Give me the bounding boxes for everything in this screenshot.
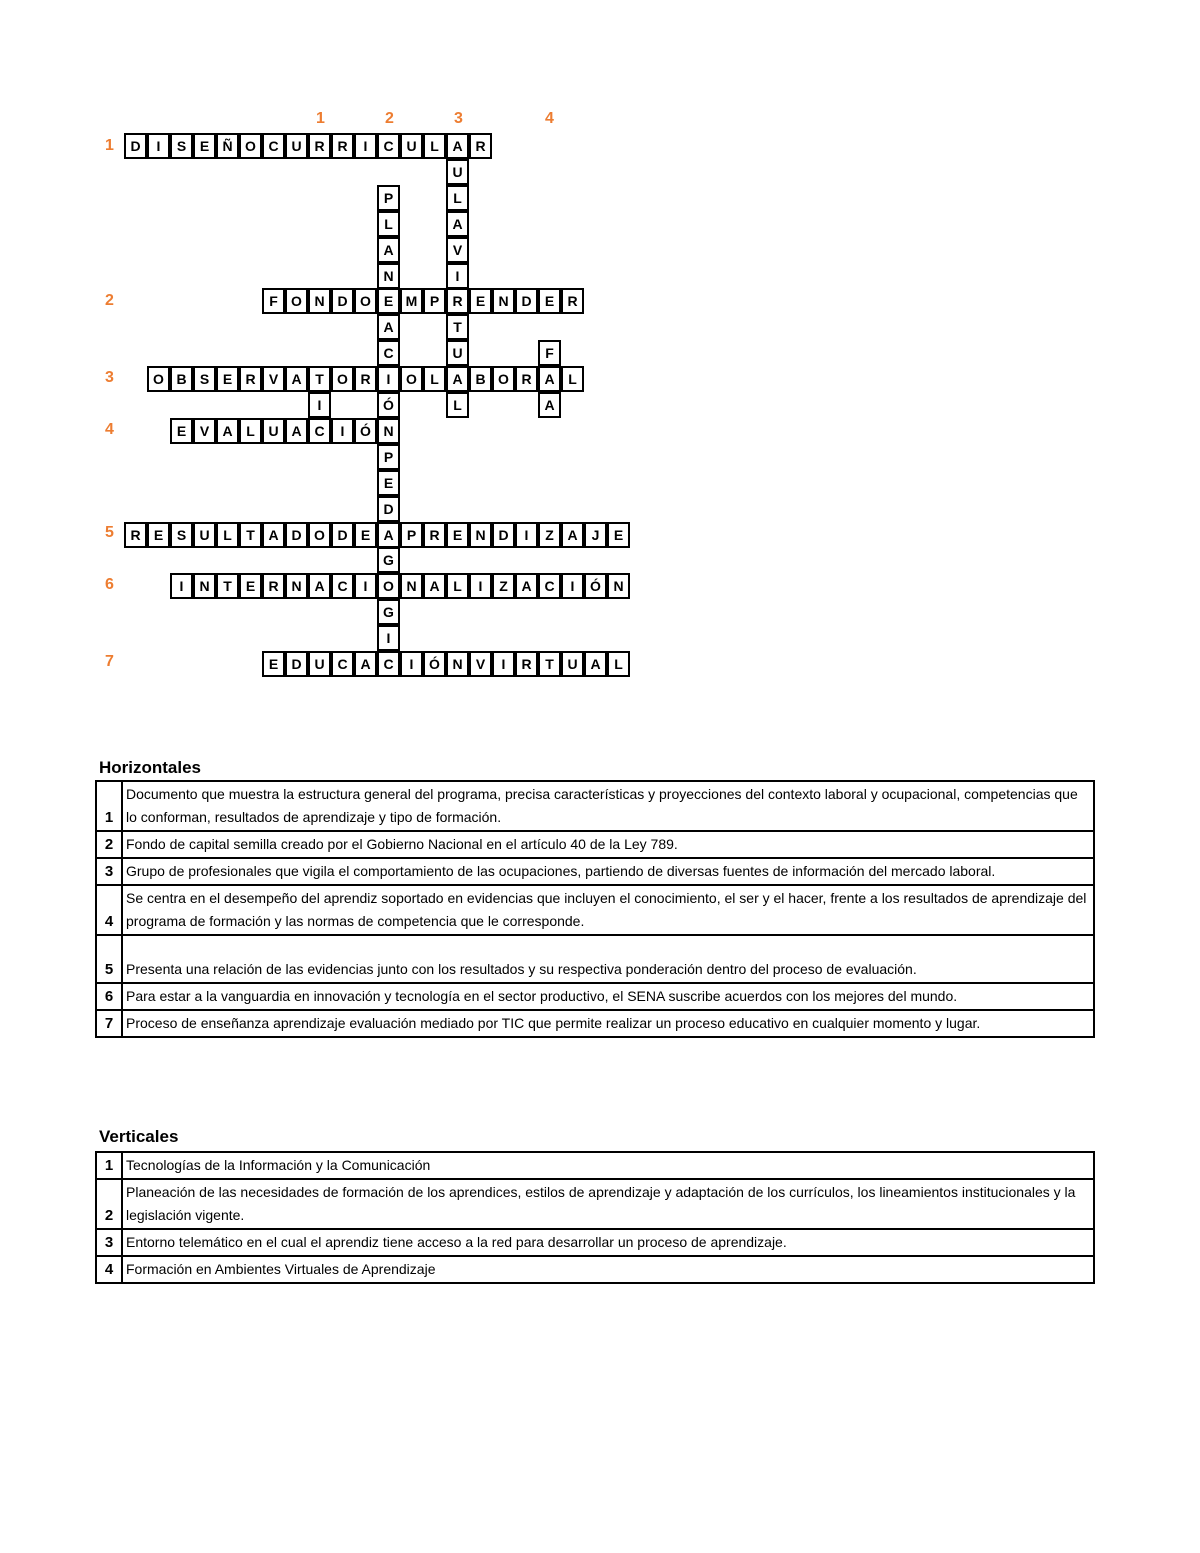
across-4-letter: Ó (354, 418, 377, 444)
across-3-letter: O (400, 366, 423, 392)
across-1-letter: C (377, 133, 400, 159)
down-3-letter: L (446, 392, 469, 418)
across-7-letter: U (561, 651, 584, 677)
down-3-letter: I (446, 263, 469, 289)
down-4-letter: A (538, 392, 561, 418)
across-7-letter: L (607, 651, 630, 677)
across-3-letter: R (354, 366, 377, 392)
across-6-letter: N (607, 573, 630, 599)
row-number: 1 (105, 137, 114, 154)
across-5-letter: P (400, 522, 423, 548)
down-2-letter: N (377, 263, 400, 289)
across-5-letter: D (331, 522, 354, 548)
across-3-letter: O (147, 366, 170, 392)
column-number: 4 (545, 110, 554, 127)
across-5-letter: D (492, 522, 515, 548)
across-6-letter: I (469, 573, 492, 599)
across-7-letter: A (584, 651, 607, 677)
across-4-letter: U (262, 418, 285, 444)
table-row (96, 858, 1094, 885)
table-row (96, 781, 1094, 831)
down-3-letter: V (446, 237, 469, 263)
across-7-letter: R (515, 651, 538, 677)
crossword-grid (0, 0, 1200, 720)
table-row (96, 1179, 1094, 1229)
across-6-letter: A (515, 573, 538, 599)
across-2-letter: M (400, 288, 423, 314)
across-5-letter: R (124, 522, 147, 548)
across-1-letter: I (354, 133, 377, 159)
down-2-letter: A (377, 237, 400, 263)
across-5-letter: A (377, 522, 400, 548)
across-5-letter: D (285, 522, 308, 548)
across-5-letter: L (216, 522, 239, 548)
clue-text: Tecnologías de la Información y la Comunicación (122, 1152, 1094, 1179)
clue-number: 1 (96, 781, 122, 831)
across-7-letter: I (400, 651, 423, 677)
across-2-letter: E (377, 288, 400, 314)
down-2-letter: C (377, 340, 400, 366)
clue-text: Planeación de las necesidades de formación de los aprendices, estilos de aprendizaje y adaptación de los currículos, los lineamientos institucionales y la legislación vigente. (122, 1179, 1094, 1229)
across-5-letter: J (584, 522, 607, 548)
table-row (96, 1256, 1094, 1283)
across-6-letter: C (538, 573, 561, 599)
across-3-letter: A (538, 366, 561, 392)
across-6-letter: N (400, 573, 423, 599)
across-3-letter: T (308, 366, 331, 392)
across-7-letter: V (469, 651, 492, 677)
table-row (96, 831, 1094, 858)
across-1-letter: U (400, 133, 423, 159)
clue-text: Para estar a la vanguardia en innovación y tecnología en el sector productivo, el SENA suscribe acuerdos con los mejores del mundo. (122, 983, 1094, 1010)
across-3-letter: R (515, 366, 538, 392)
across-5-letter: I (515, 522, 538, 548)
across-2-letter: R (561, 288, 584, 314)
clue-text: Formación en Ambientes Virtuales de Aprendizaje (122, 1256, 1094, 1283)
across-6-letter: O (377, 573, 400, 599)
table-row (96, 935, 1094, 983)
down-3-letter: L (446, 185, 469, 211)
table-row (96, 983, 1094, 1010)
across-6-letter: R (262, 573, 285, 599)
across-5-letter: N (469, 522, 492, 548)
across-2-letter: N (308, 288, 331, 314)
down-2-letter: E (377, 470, 400, 496)
across-2-letter: O (285, 288, 308, 314)
across-1-letter: Ñ (216, 133, 239, 159)
across-5-letter: R (423, 522, 446, 548)
across-4-letter: C (308, 418, 331, 444)
horizontales-title: Horizontales (99, 758, 202, 777)
row-number: 3 (105, 369, 114, 386)
clue-text: Entorno telemático en el cual el aprendiz tiene acceso a la red para desarrollar un proceso de aprendizaje. (122, 1229, 1094, 1256)
across-3-letter: A (285, 366, 308, 392)
row-number: 4 (105, 421, 114, 438)
across-3-letter: V (262, 366, 285, 392)
down-2-letter: I (377, 625, 400, 651)
across-6-letter: I (561, 573, 584, 599)
across-3-letter: B (170, 366, 193, 392)
horizontales-table (95, 780, 1095, 1038)
across-5-letter: O (308, 522, 331, 548)
clue-number: 3 (96, 1229, 122, 1256)
across-2-letter: N (492, 288, 515, 314)
across-1-letter: R (469, 133, 492, 159)
across-5-letter: E (446, 522, 469, 548)
clue-number: 1 (96, 1152, 122, 1179)
down-3-letter: U (446, 340, 469, 366)
row-number: 6 (105, 576, 114, 593)
clue-number: 6 (96, 983, 122, 1010)
across-6-letter: I (170, 573, 193, 599)
across-5-letter: E (607, 522, 630, 548)
across-2-letter: E (538, 288, 561, 314)
across-2-letter: F (262, 288, 285, 314)
across-7-letter: Ó (423, 651, 446, 677)
across-5-letter: S (170, 522, 193, 548)
across-2-letter: D (515, 288, 538, 314)
down-2-letter: P (377, 444, 400, 470)
across-1-letter: S (170, 133, 193, 159)
row-number: 2 (105, 292, 114, 309)
across-1-letter: E (193, 133, 216, 159)
clue-number: 4 (96, 885, 122, 935)
across-6-letter: Z (492, 573, 515, 599)
table-row (96, 885, 1094, 935)
down-2-letter: A (377, 314, 400, 340)
across-7-letter: D (285, 651, 308, 677)
across-3-letter: A (446, 366, 469, 392)
across-3-letter: E (216, 366, 239, 392)
across-4-letter: V (193, 418, 216, 444)
across-6-letter: N (193, 573, 216, 599)
row-number: 7 (105, 653, 114, 670)
across-7-letter: C (331, 651, 354, 677)
across-3-letter: R (239, 366, 262, 392)
across-4-letter: A (285, 418, 308, 444)
down-3-letter: U (446, 159, 469, 185)
clue-number: 3 (96, 858, 122, 885)
verticales-table (95, 1151, 1095, 1284)
clue-number: 2 (96, 831, 122, 858)
clue-text: Fondo de capital semilla creado por el Gobierno Nacional en el artículo 40 de la Ley 789. (122, 831, 1094, 858)
across-4-letter: E (170, 418, 193, 444)
across-1-letter: R (308, 133, 331, 159)
across-6-letter: N (285, 573, 308, 599)
across-5-letter: E (354, 522, 377, 548)
across-5-letter: A (561, 522, 584, 548)
across-4-letter: A (216, 418, 239, 444)
across-6-letter: Ó (584, 573, 607, 599)
clue-text: Documento que muestra la estructura general del programa, precisa características y proyecciones del contexto laboral y ocupacional, competencias que lo conforman, resultados de aprendizaje y tipo de formación. (122, 781, 1094, 831)
down-1-letter: I (308, 392, 331, 418)
across-1-letter: A (446, 133, 469, 159)
across-5-letter: U (193, 522, 216, 548)
across-3-letter: B (469, 366, 492, 392)
down-2-letter: P (377, 185, 400, 211)
across-7-letter: I (492, 651, 515, 677)
clue-number: 2 (96, 1179, 122, 1229)
down-2-letter: D (377, 496, 400, 522)
across-2-letter: D (331, 288, 354, 314)
column-number: 2 (385, 110, 394, 127)
across-4-letter: L (239, 418, 262, 444)
across-6-letter: A (423, 573, 446, 599)
across-7-letter: U (308, 651, 331, 677)
table-row (96, 1152, 1094, 1179)
across-1-letter: I (147, 133, 170, 159)
across-5-letter: T (239, 522, 262, 548)
clue-text: Presenta una relación de las evidencias junto con los resultados y su respectiva ponderación dentro del proceso de evaluación. (122, 935, 1094, 983)
across-1-letter: R (331, 133, 354, 159)
across-7-letter: T (538, 651, 561, 677)
across-4-letter: I (331, 418, 354, 444)
down-2-letter: G (377, 599, 400, 625)
clue-text: Grupo de profesionales que vigila el comportamiento de las ocupaciones, partiendo de diversas fuentes de información del mercado laboral. (122, 858, 1094, 885)
across-5-letter: Z (538, 522, 561, 548)
clue-text: Proceso de enseñanza aprendizaje evaluación mediado por TIC que permite realizar un proceso educativo en cualquier momento y lugar. (122, 1010, 1094, 1037)
row-number: 5 (105, 524, 114, 541)
across-7-letter: C (377, 651, 400, 677)
down-2-letter: Ó (377, 392, 400, 418)
across-4-letter: N (377, 418, 400, 444)
across-7-letter: A (354, 651, 377, 677)
down-3-letter: A (446, 211, 469, 237)
column-number: 3 (454, 110, 463, 127)
across-6-letter: A (308, 573, 331, 599)
across-6-letter: I (354, 573, 377, 599)
across-3-letter: L (423, 366, 446, 392)
across-2-letter: P (423, 288, 446, 314)
across-7-letter: E (262, 651, 285, 677)
clue-number: 7 (96, 1010, 122, 1037)
down-2-letter: G (377, 547, 400, 573)
across-1-letter: U (285, 133, 308, 159)
across-3-letter: I (377, 366, 400, 392)
across-6-letter: L (446, 573, 469, 599)
table-row (96, 1229, 1094, 1256)
across-1-letter: O (239, 133, 262, 159)
across-3-letter: S (193, 366, 216, 392)
clue-text: Se centra en el desempeño del aprendiz soportado en evidencias que incluyen el conocimiento, el ser y el hacer, frente a los resultados de aprendizaje del programa de formación y las normas de competencia que le corresponde. (122, 885, 1094, 935)
across-1-letter: C (262, 133, 285, 159)
down-4-letter: F (538, 340, 561, 366)
down-3-letter: T (446, 314, 469, 340)
verticales-title: Verticales (99, 1127, 179, 1146)
clue-number: 4 (96, 1256, 122, 1283)
across-5-letter: A (262, 522, 285, 548)
column-number: 1 (316, 110, 325, 127)
across-2-letter: E (469, 288, 492, 314)
across-6-letter: C (331, 573, 354, 599)
clue-number: 5 (96, 935, 122, 983)
across-1-letter: L (423, 133, 446, 159)
across-5-letter: E (147, 522, 170, 548)
table-row (96, 1010, 1094, 1037)
across-2-letter: O (354, 288, 377, 314)
down-2-letter: L (377, 211, 400, 237)
across-2-letter: R (446, 288, 469, 314)
across-1-letter: D (124, 133, 147, 159)
across-3-letter: L (561, 366, 584, 392)
across-6-letter: T (216, 573, 239, 599)
across-7-letter: N (446, 651, 469, 677)
across-6-letter: E (239, 573, 262, 599)
across-3-letter: O (492, 366, 515, 392)
across-3-letter: O (331, 366, 354, 392)
